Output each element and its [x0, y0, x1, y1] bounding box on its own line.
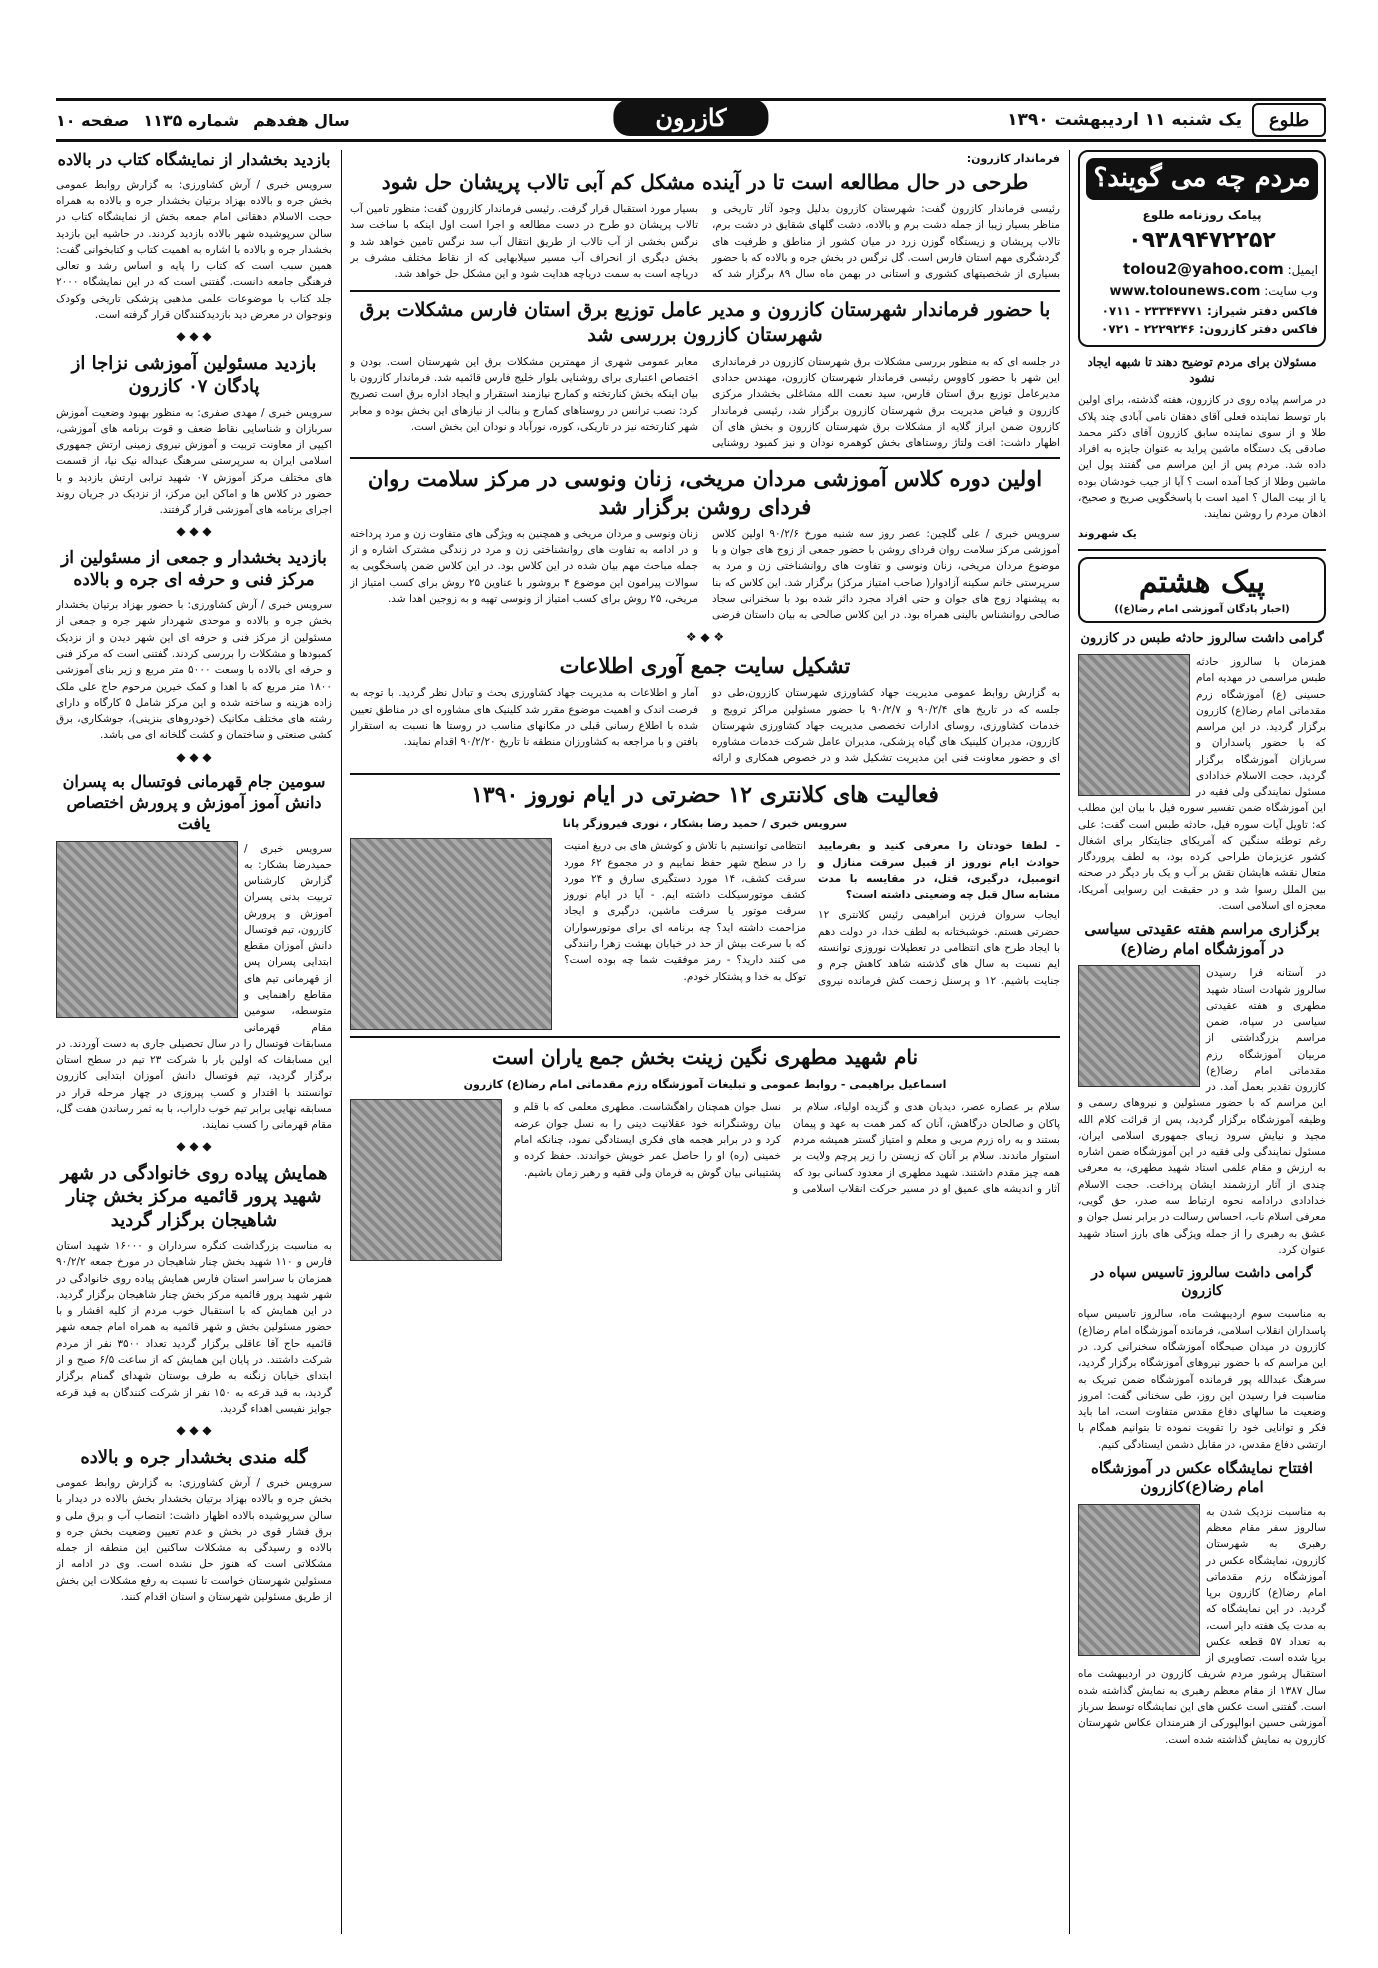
peyk-box: [1078, 557, 1326, 624]
email-label: ایمیل:: [1287, 263, 1318, 278]
a2-body-wrap: [350, 354, 1060, 452]
l1-title: بازدید بخشدار از نمایشگاه کتاب در بالاده: [57, 150, 331, 169]
s1-body: همزمان با سالروز حادثه طبس مراسمی در مهدیه امام حسینی (ع) آموزشگاه زرم مقدماتی امام رضا(ع) کازرون برگزار گردید. در این مراسم که با حضور پاسداران و سربازان آموزشگاه برگزار گردید، حجت الاسلام خدادادی مسئول نمایندگی ولی فقیه در این آموزشگاه ضمن تفسیر سوره فیل با بیان این مطلب که: تاویل آیات سوره فیل، حادثه طبس است گفت: علی رغم توطئه سنگین که آمریکای جنایتکار برای اشغال کشور عزیزمان طراحی کرده بود، به لطف پروردگار متعال نقشه هایشان نقش بر آب و یک بار دیگر در صحنه بین الملل رسوا شد و در حقیقت این رسوایی آمریکا، معجزه ای اسلامی است.: [1078, 656, 1326, 913]
newspaper-logo: طلوع: [1252, 103, 1326, 137]
sms-number: ۰۹۳۸۹۴۷۲۲۵۲: [1128, 228, 1276, 254]
section-badge: کازرون: [613, 99, 768, 136]
l2-body: سرویس خبری / مهدی صفری: به منظور بهبود وضعیت آموزش سربازان و شناسایی نقاط ضعف و قوت برنامه های آموزشی، اکیپی از معاونت تربیت و آموزش نیروی زمینی ارتش جمهوری اسلامی ایران به سرپرستی سرهنگ عبداله نیک نیا، از قسمت های مختلف مرکز آموزش ۰۷ شهید ترابی ارتش بازدید و با حضور در کلاس ها و اماکن این مرکز، از نزدیک در جریان روند اجرای برنامه های آموزشی قرار گرفتند.: [56, 406, 332, 517]
s3-body: به مناسبت سوم اردیبهشت ماه، سالروز تاسیس سپاه پاسداران انقلاب اسلامی، فرمانده آموزشگاه امام رضا(ع) کازرون در میدان صبحگاه آموزشگاه سخنرانی کرد. در این مراسم که با حضور نیروهای آموزشگاه برگزار گردید، سرهنگ عبدالله پور فرمانده آموزشگاه ضمن تبریک به مناسبت فرا رسیدن این روز، طی سخنانی گفت: امروز وضعیت ما سالهای دفاع مقدس متفاوت است، اما باید فکر و توانایی خود را تقویت نموده تا بتوانیم همگام با ارتشی دفاع مقدس، در مقابل دشمن ایستادگی کنیم.: [1078, 1308, 1326, 1451]
a6-body: سلام بر عصاره عصر، دیدبان هدی و گزیده اولیاء، سلام بر پاکان و صالحان درگاهش، آنان که کمر همت به عهد و پیمان بستند و به راه زرم مربی و معلم و امتیاز گستر همیشه مردم استوار ماندند. سلام بر آنان که زیستن را زیر پرچم ولایت بر همه چیز مقدم داشتند. شهید مطهری از معدود کسانی بود که آثار و اندیشه های عمیق او در مسیر حرکت انقلاب اسلامی و نسل جوان همچنان راهگشاست. مطهری معلمی که با قلم و بیان روشنگرانه خود عقلانیت دینی را به نسل جوان عرضه کرد و در برابر هجمه های فکری ایستادگی نمود، چنانکه امام خمینی (ره) او را حاصل عمر خویش خواندند. حفظ کرده و پشتیبانی بیان گوش به فرمان ولی فقیه و رهبر زمان باشیم.: [514, 1101, 1060, 1195]
peyk-title: پیک هشتم: [1138, 564, 1266, 600]
right-column: [1078, 150, 1326, 1934]
web-label: وب سایت:: [1264, 283, 1318, 298]
issue-date: یک شنبه ۱۱ اردیبهشت ۱۳۹۰: [1007, 110, 1242, 130]
header-left: [56, 111, 350, 130]
ornament: ❖ ◆ ❖: [685, 629, 725, 644]
l4-body: سرویس خبری / حمیدرضا بشکار: به گزارش کارشناس تربیت بدنی پسران آموزش و پرورش کازرون، تیم فوتسال دانش آموزان مقطع ابتدایی پسران پس از قهرمانی تیم های مقاطع راهنمایی و متوسطه، سومین مقام قهرمانی مسابقات فوتسال را در سال تحصیلی جاری به دست آوردند. در این مسابقات که اولین بار با شرکت ۲۳ تیم در سطح استان برگزار گردید، تیم فوتسال دانش آموزان ابتدایی کازرون توانستند با اقتدار و کسب پیروزی در چهار مرحله قرار در مسابقه نهایی برابر تیم خوب داراب، با به ثمر رساندن هفت گل، مقام قهرمانی را کسب نمایند.: [56, 842, 332, 1132]
l4-title: سومین جام قهرمانی فوتسال به پسران دانش آموز آموزش و پرورش اختصاص یافت: [62, 772, 326, 833]
l2-title: بازدید مسئولین آموزشی نزاجا از پادگان ۰۷ کازرون: [71, 352, 317, 398]
a3-title: اولین دوره کلاس آموزشی مردان مریخی، زنان ونوسی در مرکز سلامت روان فردای روشن برگزار شد: [367, 466, 1043, 519]
a5-body: ایجاب سروان فرزین ابراهیمی رئیس کلانتری ۱۲ حضرتی هستم. خوشبختانه به لطف خدا، در دولت دهم با ایجاد طرح های انتظامی در تعطیلات نوروزی توانسته ایم نسبت به سال های گذشته شاهد کاهش جرم و جنایت باشیم. ۱۲ و پرسنل زحمت کش فرمانده نیروی انتظامی توانستیم با تلاش و کوشش های بی دریغ امنیت را در سطح شهر حفظ نماییم و در مجموع ۶۲ مورد سرقت کشف، ۱۴ مورد دستگیری سارق و ۲۴ مورد کشف موتورسیکلت داشته ایم. - آیا در ایام نوروز سرقت موتور یا سرقت ماشین، درگیری و ایجاد مزاحمت داشته اید؟ چه برنامه ای برای موتورسواران که با سرعت بیش از حد در خیابان بهشت زهرا رانندگی می کنند دارید؟ - رمز موفقیت شما چه بوده است؟ توکل به خدا و پشتکار خودم.: [564, 840, 1060, 987]
a5-lead: - لطفا خودتان را معرفی کنید و بفرمایید حوادث ایام نوروز از قبیل سرقت منازل و اتومبیل، درگیری، قتل، در مقایسه با مدت مشابه سال قبل چه وضعیتی داشته است؟: [818, 840, 1060, 902]
s3-title: گرامی داشت سالروز تاسیس سپاه در کازرون: [1091, 1265, 1313, 1300]
notice-title: مسئولان برای مردم توضیح دهند تا شبهه ایجاد نشود: [1087, 355, 1317, 385]
a6-body-wrap: [514, 1099, 1060, 1261]
s4-body: به مناسبت نزدیک شدن به سالروز سفر مقام معظم رهبری به شهرستان کازرون، نمایشگاه عکس در آموزشگاه رزم مقدماتی امام رضا(ع) کازرون برپا گردید. در این نمایشگاه که به مدت یک هفته دایر است، به تعداد ۵۷ قطعه عکس برپا شده است. تصاویری از استقبال پرشور مردم شریف کازرون در اردیبهشت ماه سال ۱۳۸۷ از مقام معظم رهبری به نمایش گذاشته شده است. گفتنی است عکس های این نمایشگاه توسط سرباز آموزشی حسین ابوالپورکی از هنرمندان عکاس شهرستان کازرون به نمایش گذاشته شده است.: [1078, 1505, 1326, 1746]
website-link[interactable]: www.tolounews.com: [1109, 283, 1261, 299]
a1-body: رئیسی فرماندار کازرون گفت: شهرستان کازرون بدلیل وجود آثار تاریخی و مناظر بسیار زیبا از جمله دشت برم و بالاده، دشت گلهای شقایق در دشت برم، تالاب پریشان و زیستگاه گوزن زرد در میان کشور از مناطق و ظرفیت های گردشگری مهم استان فارس است. گل نرگس در بخش جره و بالاده که با حضور بسیاری از شخصیتهای کشوری و استانی در بهمن ماه سال ۸۹ برگزار شد که بسیار مورد استقبال قرار گرفت. رئیسی فرماندار کازرون گفت: منظور تامین آب تالاب پریشان دو طرح در دست مطالعه و اجرا است اول اینکه با ساخت سد نرگس بخشی از آب تالاب از طریق انتقال آب سد نرگس تامین خواهد شد و بخش دیگری از انحراف آب مسیر سیلابهایی که از نقاط مختلف مشرف بر دریاچه است به سمت دریاچه هدایت شود و این مشکل حل خواهد شد.: [350, 203, 1060, 281]
l3-title: بازدید بخشدار و جمعی از مسئولین از مرکز فنی و حرفه ای جره و بالاده: [61, 548, 327, 591]
cleric-photo: [1078, 654, 1190, 796]
a5-byline: سرویس خبری / حمید رضا بشکار ، نوری فیروزگر پانا: [562, 817, 848, 831]
s1-title: گرامی داشت سالروز حادثه طبس در کازرون: [1080, 631, 1324, 647]
l1-body: سرویس خبری / آرش کشاورزی: به گزارش روابط عمومی بخش جره و بالاده بهزاد برتیان بخشدار جره و بالاده به همراه حجت الاسلام دهقانی امام جمعه بخش از نمایشگاه کتاب در سالن سرپوشیده شهر بالاده بازدید کردند. در حاشیه این بازدید بخشدار جره و بالاده با اشاره به اهمیت کتاب و کتابخوانی گفت: همین سبب است که کتاب را پایه و اساس رشد و تعالی فرهنگی جامعه دانست. گفتنی است که در این نمایشگاه ۲۰۰۰ جلد کتاب با موضوعات علمی مذهبی پزشکی تاریخی وکودک ونوجوان در معرض دید بازدیدکنندگان قرار گرفته است.: [56, 178, 332, 321]
notice-body: در مراسم پیاده روی در کازرون، هفته گذشته، برای اولین بار توسط نماینده فعلی آقای دهقان نامی آبادی چند پلاک طلا و از سوی نماینده سابق کازرون آقای دکتر محمد صادقی یک دستگاه ماشین پراید به عنوان جایزه به افراد داده شد. مردم پس از این مراسم می گفتند پول این ماشین وطلا از کجا آمده است ؟ آیا از جیب خودشان بوده یا از بیت المال ؟ امید است با پاسخگویی صریح و صحیح، اذهان مردم را روشن نمایند.: [1078, 394, 1326, 521]
page-number: صفحه ۱۰: [56, 110, 130, 130]
l6-body: سرویس خبری / آرش کشاورزی: به گزارش روابط عمومی بخش جره و بالاده بهزاد برتیان بخشدار بخش بالاده در دیدار با سالن سرپوشیده بالاده اظهار داشت: انتصاب آب و برق ملی و برق فشار قوی در بخش و عدم تعیین وضعیت بخش جره و بالاده و رسیدگی به مشکلات ساکنین این منطقه از جمله مشکلاتی است که هنوز حل نشده است. وی در ادامه از مسئولین شهرستان خواست تا نسبت به رفع مشکلات این بخش از طریق مسئولین شهرستان و استان اقدام کنند.: [56, 1477, 332, 1603]
motahari-portrait: [350, 1099, 502, 1261]
futsal-team-photo: [56, 841, 238, 1018]
s2-title: برگزاری مراسم هفته عقیدتی سیاسی در آموزشگاه امام رضا(ع): [1084, 920, 1320, 958]
left-column: بازدید بخشدار از نمایشگاه کتاب در بالاده سرویس خبری / آرش کشاورزی: به گزارش روابط عمومی بخش جره و بالاده بهزاد برتیان بخشدار جره و بالاده به همراه حجت الاسلام دهقانی امام جمعه بخش از نمایشگاه کتاب در سالن سرپوشیده شهر بالاده بازدید کردند. در حاشیه این بازدید بخشدار جره و بالاده با اشاره به اهمیت کتاب و کتابخوانی گفت: همین سبب است که کتاب را پایه و اساس رشد و تعالی فرهنگی جامعه دانست. گفتنی است که در این نمایشگاه ۲۰۰۰ جلد کتاب با موضوعات علمی مذهبی پزشکی تاریخی وکودک ونوجوان در معرض دید بازدیدکنندگان قرار گرفته است. ◆ ◆ ◆ بازدید مسئولین آموزشی نزاجا از پادگان ۰۷ کازرون سرویس خبری / مهدی صفری: به منظور بهبود وضعیت آموزش سربازان و شناسایی نقاط ضعف و قوت برنامه های آموزشی، اکیپی از معاونت تربیت و آموزش نیروی زمینی ارتش جمهوری اسلامی ایران به سرپرستی سرهنگ عبداله نیک نیا، از قسمت های مختلف مرکز آموزش ۰۷ شهید ترابی ارتش بازدید و با حضور در کلاس ها و اماکن این مرکز، از نزدیک در جریان روند اجرای برنامه های آموزشی قرار گرفتند. ◆ ◆ ◆ بازدید بخشدار و جمعی از مسئولین از مرکز فنی و حرفه ای جره و بالاده سرویس خبری / آرش کشاورزی: با حضور بهزاد برتیان بخشدار بخش جره و بالاده و موحدی شهردار شهر جره و جمعی از مسئولین از مرکز فنی و حرفه ای این شهر دیدن و از نزدیک کمبودها و مشکلات را بررسی کردند. گفتنی است که مرکز فنی و حرفه ای بالاده با وسعت ۵۰۰۰ متر مربع و زیر بنای آموزشی ۱۸۰۰ متر مربع که با اهدا و کمک خیرین مرحوم حاج علی ملک زاده هزینه و ساخته شده و این مرکز شامل ۵ کارگاه و دارای رشته های مختلف مکانیک (خودروهای بنزینی)، جوشکاری، برق کشی صنعتی و ساختمان و کشت گلخانه ای می باشد. ◆ ◆ ◆ سومین جام قهرمانی فوتسال به پسران دانش آموز آموزش و پرورش اختصاص یافت سرویس خبری / حمیدرضا بشکار: به گزارش کارشناس تربیت بدنی پسران آموزش و پرورش کازرون، تیم فوتسال دانش آموزان مقطع ابتدایی پسران پس از قهرمانی تیم های مقاطع راهنمایی و متوسطه، سومین مقام قهرمانی مسابقات فوتسال را در سال تحصیلی جاری به دست آوردند. در این مسابقات که اولین بار با شرکت ۲۳ تیم در سطح استان برگزار گردید، تیم فوتسال دانش آموزان ابتدایی کازرون توانستند با اقتدار و کسب پیروزی در چهار مرحله قرار در مسابقه نهایی برابر تیم خوب داراب، با به ثمر رساندن هفت گل، مقام قهرمانی را کسب نمایند. ◆ ◆ ◆ همایش پیاده روی خانوادگی در شهر شهید پرور قائمیه مرکز بخش چنار شاهیجان برگزار گردید به مناسبت بزرگداشت کنگره سرداران و ۱۶۰۰۰ شهید استان فارس و ۱۱۰ شهید بخش چنار شاهیجان در مورخ جمعه ۹۰/۲/۲ همزمان با سراسر استان فارس همایش پیاده روی خانوادگی در شهر شهید پرور قائمیه مرکز بخش چنار شاهیجان برگزار گردید. در این همایش که با استقبال خوب مردم از کلیه اقشار و با حضور مسئولین بخش و شهر قائمیه به همراه امام جمعه شهر قائمیه حاج آقا عاقلی برگزار گردید تعداد ۳۵۰۰ نفر از مردم شرکت داشتند. در پایان این همایش که از ساعت ۶/۵ صبح و از ابتدای خیابان زنگنه به طرف بوستان شهدای گمنام برگزار گردید، به قید قرعه به ۱۵۰ نفر از شرکت کنندگان به قید قرعه جوایز نفیسی اهداء گردید. ◆ ◆ ◆ گله مندی بخشدار جره و بالاده سرویس خبری / آرش کشاورزی: به گزارش روابط عمومی بخش جره و بالاده بهزاد برتیان بخشدار بخش بالاده در دیدار با سالن سرپوشیده بالاده اظهار داشت: انتصاب آب و برق ملی و برق فشار قوی در بخش و عدم تعیین وضعیت بخش جره و بالاده و رسیدگی به مشکلات ساکنین این منطقه از جمله مشکلاتی است که هنوز حل نشده است. وی در ادامه از مسئولین شهرستان خواست تا نسبت به رفع مشکلات این بخش از طریق مسئولین شهرستان و استان اقدام کنند.: [56, 150, 332, 1934]
a2-title: با حضور فرماندار شهرستان کازرون و مدیر عامل توزیع برق استان فارس مشکلات برق شهرستان کازرون بررسی شد: [359, 299, 1051, 347]
a2-body: در جلسه ای که به منظور بررسی مشکلات برق شهرستان کازرون در فرمانداری این شهر با حضور کاووس رئیسی فرماندار شهرستان کازرون، مهندس حدادی مدیرعامل توزیع برق استان فارس، سید نعمت الله مشاغلی بخشدار مرکزی کازرون و فیاض مدیریت برق شهرستان کازرون برگزار شد، رئیسی فرماندار کازرون ضمن ابراز گلایه از مشکلات برق شهرستان کازرون و بخش های آن اظهار داشت: افت ولتاژ روستاهای بخش کوهمره نودان و نیز کمبود روشنایی معابر عمومی شهری از مهمترین مشکلات برق این شهرستان است. بودن و اختصاص اعتباری برای روشنایی بلوار خلیج فارس قائمیه شد. فرماندار کازرون با بیان اینکه بخش کنارتخته و کمارج نیازمند استقرار و ایجاد اداره برق است تصریح کرد: نصب ترانس در روستاهای کمارج و بنالب از نیازهای این بخش بوده و معابر شهر کنارتخته نیز در تاریکی، کوره، نورآباد و نودان این بخش است.: [350, 355, 1060, 450]
exhibition-photo: [1078, 1504, 1200, 1656]
newspaper-page: [56, 92, 1326, 1934]
a6-title: نام شهید مطهری نگین زینت بخش جمع یاران است: [491, 1045, 919, 1070]
a4-body-wrap: [350, 685, 1060, 766]
contact-box-title: مردم چه می گویند؟: [1086, 158, 1318, 200]
a6-byline: اسماعیل براهیمی - روابط عمومی و تبلیغات آموزشگاه رزم مقدماتی امام رضا(ع) کازرون: [463, 1078, 947, 1092]
l5-title: همایش پیاده روی خانوادگی در شهر شهید پرور قائمیه مرکز بخش چنار شاهیجان برگزار گردید: [60, 1162, 328, 1231]
a1-kicker: فرماندار کازرون:: [966, 152, 1060, 165]
peyk-subtitle: (اخبار پادگان آموزشی امام رضا(ع)): [1114, 603, 1290, 615]
a1-body-wrap: [350, 201, 1060, 284]
issue-number: شماره ۱۱۳۵: [143, 110, 240, 130]
l6-title: گله مندی بخشدار جره و بالاده: [80, 1446, 308, 1468]
page-header: [56, 98, 1326, 142]
contact-box: [1078, 150, 1326, 347]
volume-year: سال هفدهم: [253, 110, 350, 130]
center-column: [350, 150, 1060, 1934]
a1-title: طرحی در حال مطالعه است تا در آینده مشکل کم آبی تالاب پریشان حل شود: [381, 170, 1029, 195]
l5-body: به مناسبت بزرگداشت کنگره سرداران و ۱۶۰۰۰ شهید استان فارس و ۱۱۰ شهید بخش چنار شاهیجان در مورخ جمعه ۹۰/۲/۲ همزمان با سراسر استان فارس همایش پیاده روی خانوادگی در شهر شهید پرور قائمیه مرکز بخش چنار شاهیجان برگزار گردید. در این همایش که با استقبال خوب مردم از کلیه اقشار و با حضور مسئولین بخش و شهر قائمیه به همراه امام جمعه شهر قائمیه حاج آقا عاقلی برگزار گردید تعداد ۳۵۰۰ نفر از مردم شرکت داشتند. در پایان این همایش که از ساعت ۶/۵ صبح و از ابتدای خیابان زنگنه به طرف بوستان شهدای گمنام برگزار گردید، به قید قرعه به ۱۵۰ نفر از شرکت کنندگان به قید قرعه جوایز نفیسی اهداء گردید.: [56, 1240, 332, 1415]
header-right: [1007, 103, 1326, 137]
email-link[interactable]: tolou2@yahoo.com: [1123, 260, 1284, 279]
l3-body: سرویس خبری / آرش کشاورزی: با حضور بهزاد برتیان بخشدار بخش جره و بالاده و موحدی شهردار شهر جره و جمعی از مسئولین از مرکز فنی و حرفه ای این شهر دیدن و از نزدیک کمبودها و مشکلات را بررسی کردند. گفتنی است که مرکز فنی و حرفه ای بالاده با وسعت ۵۰۰۰ متر مربع و زیر بنای آموزشی ۱۸۰۰ متر مربع که با اهدا و کمک خیرین مرحوم حاج علی ملک زاده هزینه و ساخته شده و این مرکز شامل ۵ کارگاه و دارای رشته های مختلف مکانیک (خودروهای بنزینی)، جوشکاری، برق کشی صنعتی و ساختمان و کشت گلخانه ای می باشد.: [56, 599, 332, 742]
fax-shiraz: فاکس دفتر شیراز: ۲۳۳۴۴۷۷۱ - ۰۷۱۱: [1101, 303, 1318, 318]
sms-label: پیامک روزنامه طلوع: [1142, 207, 1262, 222]
a4-body: به گزارش روابط عمومی مدیریت جهاد کشاورزی شهرستان کازرون،طی دو جلسه که در تاریخ های ۹۰/۲/۴ و ۹۰/۲/۷ با حضور مسئولین مراکز ترویج و خدمات کشاورزی، روسای ادارات تخصصی مدیریت جهاد کشاورزی شهرستان کازرون، مدیران کلینیک های گیاه پزشکی، مدیران عامل شرکت خدمات مشاوره ای و حضور معاونت فنی این مدیریت تشکیل شد و در خصوص همکاری و ارائه آمار و اطلاعات به مدیریت جهاد کشاورزی بحث و تبادل نظر گردید. با توجه به فرصت اندک و اهمیت موضوع مقرر شد کلینیک های مشاوره ای در مناطق تعیین شده با اطلاع رسانی قبلی در مکانهای مناسب در روستا ها نسبت به استقرار بافتن و با مراجعه به کشاورزان منطقه تا تاریخ ۹۰/۲/۲۰ اقدام نمایند.: [350, 687, 1060, 765]
notice-signature: یک شهروند: [1078, 528, 1137, 541]
ceremony-photo: [1078, 965, 1200, 1087]
s4-title: افتتاح نمایشگاه عکس در آموزشگاه امام رضا(ع)کازرون: [1091, 1458, 1313, 1497]
fax-kazerun: فاکس دفتر کازرون: ۲۲۲۹۲۴۶ - ۰۷۲۱: [1101, 322, 1318, 337]
a5-title: فعالیت های کلانتری ۱۲ حضرتی در ایام نوروز ۱۳۹۰: [471, 781, 939, 808]
police-chief-photo: [350, 838, 552, 1030]
a3-body-wrap: [350, 526, 1060, 624]
a4-title: تشکیل سایت جمع آوری اطلاعات: [559, 653, 851, 679]
s2-body: در آستانه فرا رسیدن سالروز شهادت استاد شهید مطهری و هفته عقیدتی سیاسی در سپاه، ضمن مراسم بزرگداشتی از مربیان آموزشگاه رزم مقدماتی امام رضا(ع) کازرون تقدیر بعمل آمد. در این مراسم که با حضور مسئولین و نیروهای رسمی و وظیفه آموزشگاه برگزار گردید، پس از قرائت کلام الله مجید و نیایش سرود زیبای جمهوری اسلامی ایران، مسئول نمایندگی ولی فقیه در این آموزشگاه ضمن اشاره به ارزش و مقام علمی استاد شهید مطهری، به معرفی چندی از آثار ارزشمند ایشان پرداخت. حجت الاسلام خدادادی درادامه نحوه ارتباط سه صدر، حق گویی، معرفی اسلام ناب، احساس رسالت در برابر نسل جوان و عشق به رهبری را از جمله ویژگی های بارز استاد شهید عنوان کرد.: [1078, 967, 1326, 1256]
a3-body: سرویس خبری / علی گلچین: عصر روز سه شنبه مورخ ۹۰/۲/۶ اولین کلاس آموزشی مرکز سلامت روان فردای روشن با حضور جمعی از زوج های جوان و با موضوع مردان مریخی، زنان ونوسی و تفاوت های روانشناختی زن و مرد به سرپرستی خانم سکینه آزادوار( صاحب امتیاز مرکز) برگزار شد. این کلاس که بنا به پیشنهاد زوج های جوان و حتی افراد مجرد دائر شده بود با سخنرانی سجاد صالحی روانشناس بالینی همراه بود. در این کلاس صالحی به بیان داستان فرضی زنان ونوسی و مردان مریخی و همچنین به ویژگی های متفاوت زن و مرد پرداخته و در ادامه به تفاوت های روانشناختی زن و مرد در زندگی مشترک اشاره و از جمله مباحث مهم بیان شده در این کلاس بود. در این کلاس ضمن پاسخگویی به سوالات پیرامون این موضوع ۴ بروشور با عناوین ۲۵ روش برای کسب امتیاز از مریخی، ۲۵ روش برای کسب امتیاز از ونوسی تهیه و به زوجین اهدا شد.: [350, 527, 1060, 622]
a5-body-wrap: [564, 838, 1060, 1030]
